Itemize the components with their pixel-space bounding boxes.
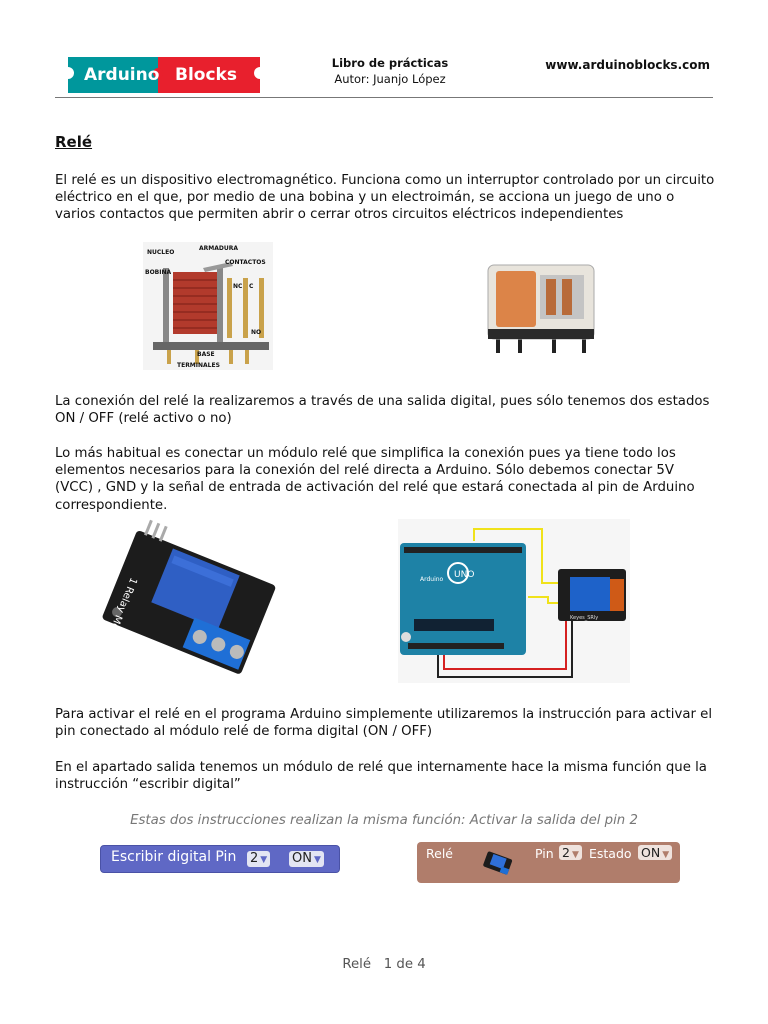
relay-photo (482, 245, 602, 357)
paragraph-digital-output: La conexión del relé la realizaremos a través de una salida digital, pues sólo tenemos dos estados ON / OFF (relé activo o no) (55, 394, 710, 427)
arduinoblocks-logo (62, 53, 266, 93)
relay-block-label: Relé (426, 846, 453, 861)
paragraph-activation: Para activar el relé en el programa Arduino simplemente utilizaremos la instrucción para activar el pin conectado al módulo relé de forma digital (ON / OFF) (55, 707, 713, 740)
svg-text:C: C (249, 283, 254, 290)
book-title: Libro de prácticas (331, 56, 449, 70)
svg-text:UNO: UNO (454, 570, 475, 580)
svg-text:ARMADURA: ARMADURA (199, 245, 238, 252)
paragraph-output-section: En el apartado salida tenemos un módulo de relé que internamente hace la misma función que la instrucción “escribir digital” (55, 760, 707, 793)
wiring-diagram (398, 519, 630, 683)
pin-dropdown[interactable]: 2 ▼ (247, 851, 270, 867)
svg-text:Arduino: Arduino (84, 65, 160, 85)
svg-text:NUCLEO: NUCLEO (147, 249, 175, 256)
svg-text:Keyes_SRly: Keyes_SRly (570, 615, 599, 621)
section-title: Relé (55, 133, 93, 151)
svg-text:NO: NO (251, 329, 262, 336)
svg-text:BASE: BASE (197, 351, 215, 358)
dropdown-arrow-icon: ▼ (571, 850, 579, 860)
digital-write-label: Escribir digital Pin (111, 849, 237, 865)
dropdown-arrow-icon: ▼ (662, 850, 670, 860)
paragraph-relay-module: Lo más habitual es conectar un módulo relé que simplifica la conexión pues ya tiene todo los elementos necesarios para la conexión del relé directa a Arduino. Sólo debemos conectar 5V (VCC) , GND y la señal de entrada de activación del relé que estará conectada al pin de Arduino correspondiente. (55, 446, 695, 513)
svg-text:Blocks: Blocks (175, 65, 237, 85)
svg-text:1 Relay Module: 1 Relay Module (99, 575, 139, 651)
svg-text:NC: NC (233, 283, 243, 290)
svg-text:CONTACTOS: CONTACTOS (225, 259, 266, 266)
relay-module-photo (96, 518, 280, 686)
relay-pin-label: Pin (535, 846, 554, 861)
dropdown-arrow-icon: ▼ (260, 855, 268, 865)
state-dropdown[interactable]: ON ▼ (289, 851, 324, 867)
blocks-caption: Estas dos instrucciones realizan la misma función: Activar la salida del pin 2 (130, 813, 638, 828)
page-footer: Relé 1 de 4 (342, 957, 426, 972)
relay-module-icon (481, 847, 515, 877)
svg-text:TERMINALES: TERMINALES (177, 362, 220, 369)
paragraph-intro: El relé es un dispositivo electromagnético. Funciona como un interruptor controlado por un circuito eléctrico en el que, por medio de una bobina y un electroimán, se acciona un juego de uno o varios contactos que permiten abrir o cerrar otros circuitos eléctricos independientes (55, 173, 715, 223)
book-author: Autor: Juanjo López (334, 72, 446, 86)
relay-state-dropdown[interactable]: ON ▼ (638, 845, 672, 860)
relay-diagram (143, 242, 273, 370)
svg-text:Arduino: Arduino (420, 576, 444, 583)
digital-write-block[interactable] (100, 845, 340, 873)
svg-text:BOBINA: BOBINA (145, 269, 172, 276)
dropdown-arrow-icon: ▼ (313, 855, 321, 865)
relay-state-label: Estado (589, 846, 632, 861)
relay-block[interactable] (417, 842, 680, 883)
website-link[interactable]: www.arduinoblocks.com (545, 58, 710, 72)
header-divider (55, 97, 713, 98)
relay-pin-dropdown[interactable]: 2 ▼ (559, 845, 582, 860)
